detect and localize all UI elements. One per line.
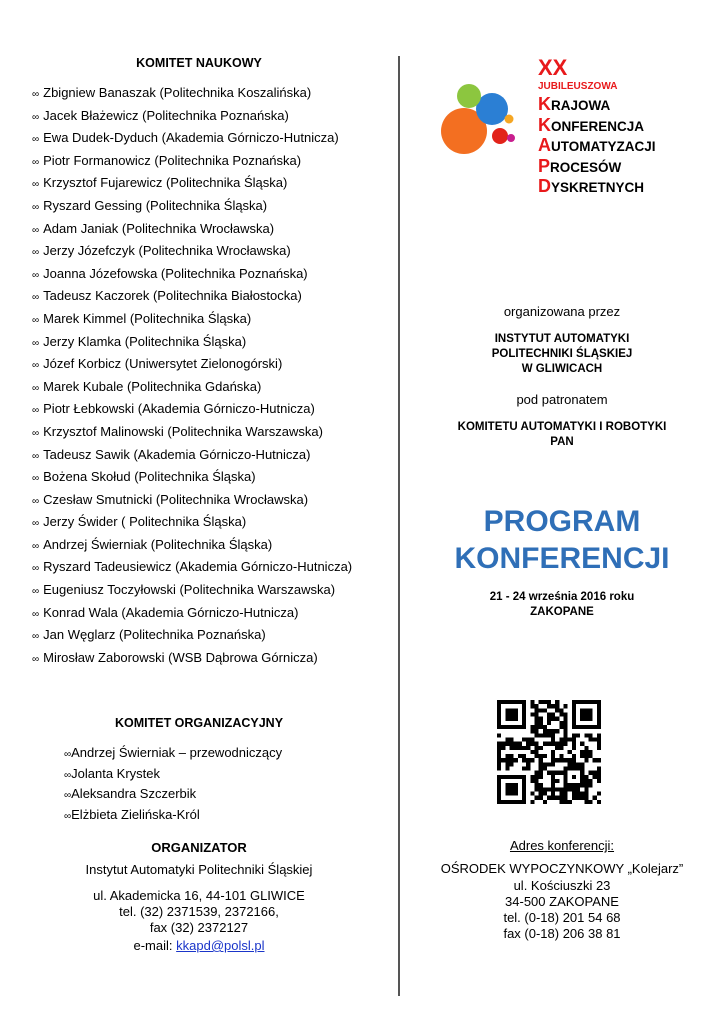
logo-jubilee: JUBILEUSZOWA [538,81,618,92]
logo-dot-magenta [507,134,515,142]
bullet-icon: ∞ [32,518,40,530]
organizer-email-row [0,938,398,954]
member-name: Adam Janiak (Politechnika Wrocławska) [43,220,275,236]
committee-member [32,286,352,309]
organizer-name: Instytut Automatyki Politechniki Śląskiej [85,862,313,877]
bullet-icon: ∞ [32,111,40,123]
program-title [400,503,724,577]
logo-line [538,157,656,178]
conference-logo-dots [440,74,520,164]
scientific-committee-title: KOMITET NAUKOWY [136,56,262,70]
committee-member [32,377,352,400]
logo-word: YSKRETNYCH [551,180,645,195]
committee-member [32,490,352,513]
committee-member [32,535,352,558]
logo-dot-green [457,84,481,108]
bullet-icon: ∞ [64,769,72,781]
bullet-icon: ∞ [64,810,72,822]
scientific-committee-list [32,83,352,670]
member-name: Joanna Józefowska (Politechnika Poznańska) [43,265,308,281]
logo-line [538,95,656,116]
member-name: Elżbieta Zielińska-Król [71,806,200,822]
committee-member [32,512,352,535]
bullet-icon: ∞ [32,360,40,372]
logo-word: ONFERENCJA [551,118,645,134]
committee-member [32,264,352,287]
logo-roman: XX [538,55,568,80]
conference-date: 21 - 24 września 2016 roku [489,591,635,603]
bullet-icon: ∞ [32,89,40,100]
member-name: Jerzy Świder ( Politechnika Śląska) [43,514,247,530]
patronage: pod patronatem [516,392,608,407]
member-name: Bożena Skołud (Politechnika Śląska) [43,469,256,485]
committee-member [32,557,352,580]
bullet-icon: ∞ [64,790,72,801]
member-name: Konrad Wala (Akademia Górniczo-Hutnicza) [43,604,299,620]
member-name: Jolanta Krystek [71,765,161,781]
member-name: Jacek Błażewicz (Politechnika Poznańska) [43,107,289,123]
member-name: Eugeniusz Toczyłowski (Politechnika Warszawska) [43,582,336,598]
venue-city: 34-500 ZAKOPANE [505,894,619,909]
committee-member [32,106,352,129]
member-name: Józef Korbicz (Uniwersytet Zielonogórski) [43,356,283,372]
logo-word: RAJOWA [551,98,611,113]
committee-member [32,603,352,626]
member-name: Tadeusz Kaczorek (Politechnika Białostocka) [43,288,302,304]
logo-word: UTOMATYZACJI [551,139,656,154]
member-name: Marek Kimmel (Politechnika Śląska) [43,310,252,326]
organizing-member [64,785,282,806]
committee-member [32,354,352,377]
member-name: Jerzy Józefczyk (Politechnika Wrocławska) [43,243,291,259]
committee-member [32,219,352,242]
bullet-icon: ∞ [32,269,40,281]
bullet-icon: ∞ [32,631,40,643]
organizing-committee-list [64,744,282,826]
bullet-icon: ∞ [32,586,40,598]
program-line: PROGRAM [483,505,641,538]
organized-by: organizowana przez [503,304,621,319]
institute-line: W GLIWICACH [521,363,603,375]
logo-initial: K [538,94,551,114]
bullet-icon: ∞ [32,563,40,575]
bullet-icon: ∞ [32,179,40,191]
organizing-member [64,765,282,786]
patron-committee [400,420,724,450]
bullet-icon: ∞ [32,292,40,304]
logo-dot-red [492,128,508,144]
member-name: Ryszard Gessing (Politechnika Śląska) [43,197,268,213]
institute-line: INSTYTUT AUTOMATYKI [494,333,630,345]
email-link[interactable]: kkapd@polsl.pl [176,938,265,953]
committee-member [32,332,352,355]
bullet-icon: ∞ [32,382,40,394]
organizer-address: ul. Akademicka 16, 44-101 GLIWICE [93,888,305,903]
member-name: Piotr Formanowicz (Politechnika Poznańska) [43,152,302,168]
bullet-icon: ∞ [32,653,40,665]
bullet-icon: ∞ [32,337,40,349]
venue-tel: tel. (0-18) 201 54 68 [503,910,621,925]
bullet-icon: ∞ [32,540,40,552]
committee-member [32,151,352,174]
committee-member [32,467,352,490]
bullet-icon: ∞ [32,450,40,462]
logo-dot-yellow [505,115,514,124]
bullet-icon: ∞ [64,749,72,760]
committee-member [32,580,352,603]
organizer-title: ORGANIZATOR [151,840,247,855]
venue-street: ul. Kościuszki 23 [513,878,611,893]
member-name: Krzysztof Fujarewicz (Politechnika Śląska) [43,175,288,191]
logo-line [538,177,656,198]
committee-line: PAN [550,436,574,448]
venue-name: OŚRODEK WYPOCZYNKOWY „Kolejarz” [440,861,684,876]
member-name: Aleksandra Szczerbik [71,786,197,801]
bullet-icon: ∞ [32,314,40,326]
committee-member [32,128,352,151]
bullet-icon: ∞ [32,608,40,620]
bullet-icon: ∞ [32,247,40,259]
committee-member [32,241,352,264]
bullet-icon: ∞ [32,473,40,485]
logo-initial: A [538,135,551,155]
logo-line [538,116,656,137]
organizing-committee-title: KOMITET ORGANIZACYJNY [114,716,284,730]
committee-member [32,445,352,468]
organizing-member [64,744,282,765]
member-name: Mirosław Zaborowski (WSB Dąbrowa Górnicza) [43,649,318,665]
email-label: e-mail: [133,938,173,953]
logo-initial: K [538,114,551,135]
committee-member [32,399,352,422]
member-name: Ewa Dudek-Dyduch (Akademia Górniczo-Hutnicza) [43,130,339,146]
bullet-icon: ∞ [32,134,40,146]
bullet-icon: ∞ [32,201,40,213]
bullet-icon: ∞ [32,156,40,168]
bullet-icon: ∞ [32,405,40,417]
organizer-tel: tel. (32) 2371539, 2372166, [119,904,279,919]
venue-fax: fax (0-18) 206 38 81 [503,926,621,941]
member-name: Tadeusz Sawik (Akademia Górniczo-Hutnicza) [43,446,311,462]
logo-line [538,136,656,157]
logo-word: ROCESÓW [550,159,622,175]
member-name: Krzysztof Malinowski (Politechnika Warszawska) [43,423,323,439]
member-name: Czesław Smutnicki (Politechnika Wrocławska) [43,491,309,507]
logo-initial: D [538,176,551,196]
conference-place: ZAKOPANE [530,606,594,618]
committee-member [32,309,352,332]
institute-name [400,332,724,377]
committee-member [32,625,352,648]
bullet-icon: ∞ [32,224,40,236]
bullet-icon: ∞ [32,495,40,507]
member-name: Marek Kubale (Politechnika Gdańska) [43,378,262,394]
committee-member [32,83,352,106]
organizing-member [64,806,282,827]
qr-code[interactable] [497,700,601,804]
member-name: Jerzy Klamka (Politechnika Śląska) [43,333,247,349]
conference-logo-text [538,56,656,198]
venue-label: Adres konferencji: [509,838,615,853]
member-name: Andrzej Świerniak (Politechnika Śląska) [43,536,273,552]
member-name: Zbigniew Banaszak (Politechnika Koszalińska) [43,85,312,100]
institute-line: POLITECHNIKI ŚLĄSKIEJ [491,348,633,360]
member-name: Jan Węglarz (Politechnika Poznańska) [43,627,266,643]
member-name: Andrzej Świerniak – przewodniczący [71,745,283,760]
logo-initial: P [538,155,551,176]
committee-line: KOMITETU AUTOMATYKI I ROBOTYKI [457,421,667,433]
member-name: Ryszard Tadeusiewicz (Akademia Górniczo-Hutnicza) [43,559,353,575]
committee-member [32,173,352,196]
program-line: KONFERENCJI [454,542,670,575]
committee-member [32,648,352,671]
member-name: Piotr Łebkowski (Akademia Górniczo-Hutnicza) [43,401,315,417]
committee-member [32,196,352,219]
bullet-icon: ∞ [32,427,40,439]
committee-member [32,422,352,445]
organizer-fax: fax (32) 2372127 [149,920,249,935]
